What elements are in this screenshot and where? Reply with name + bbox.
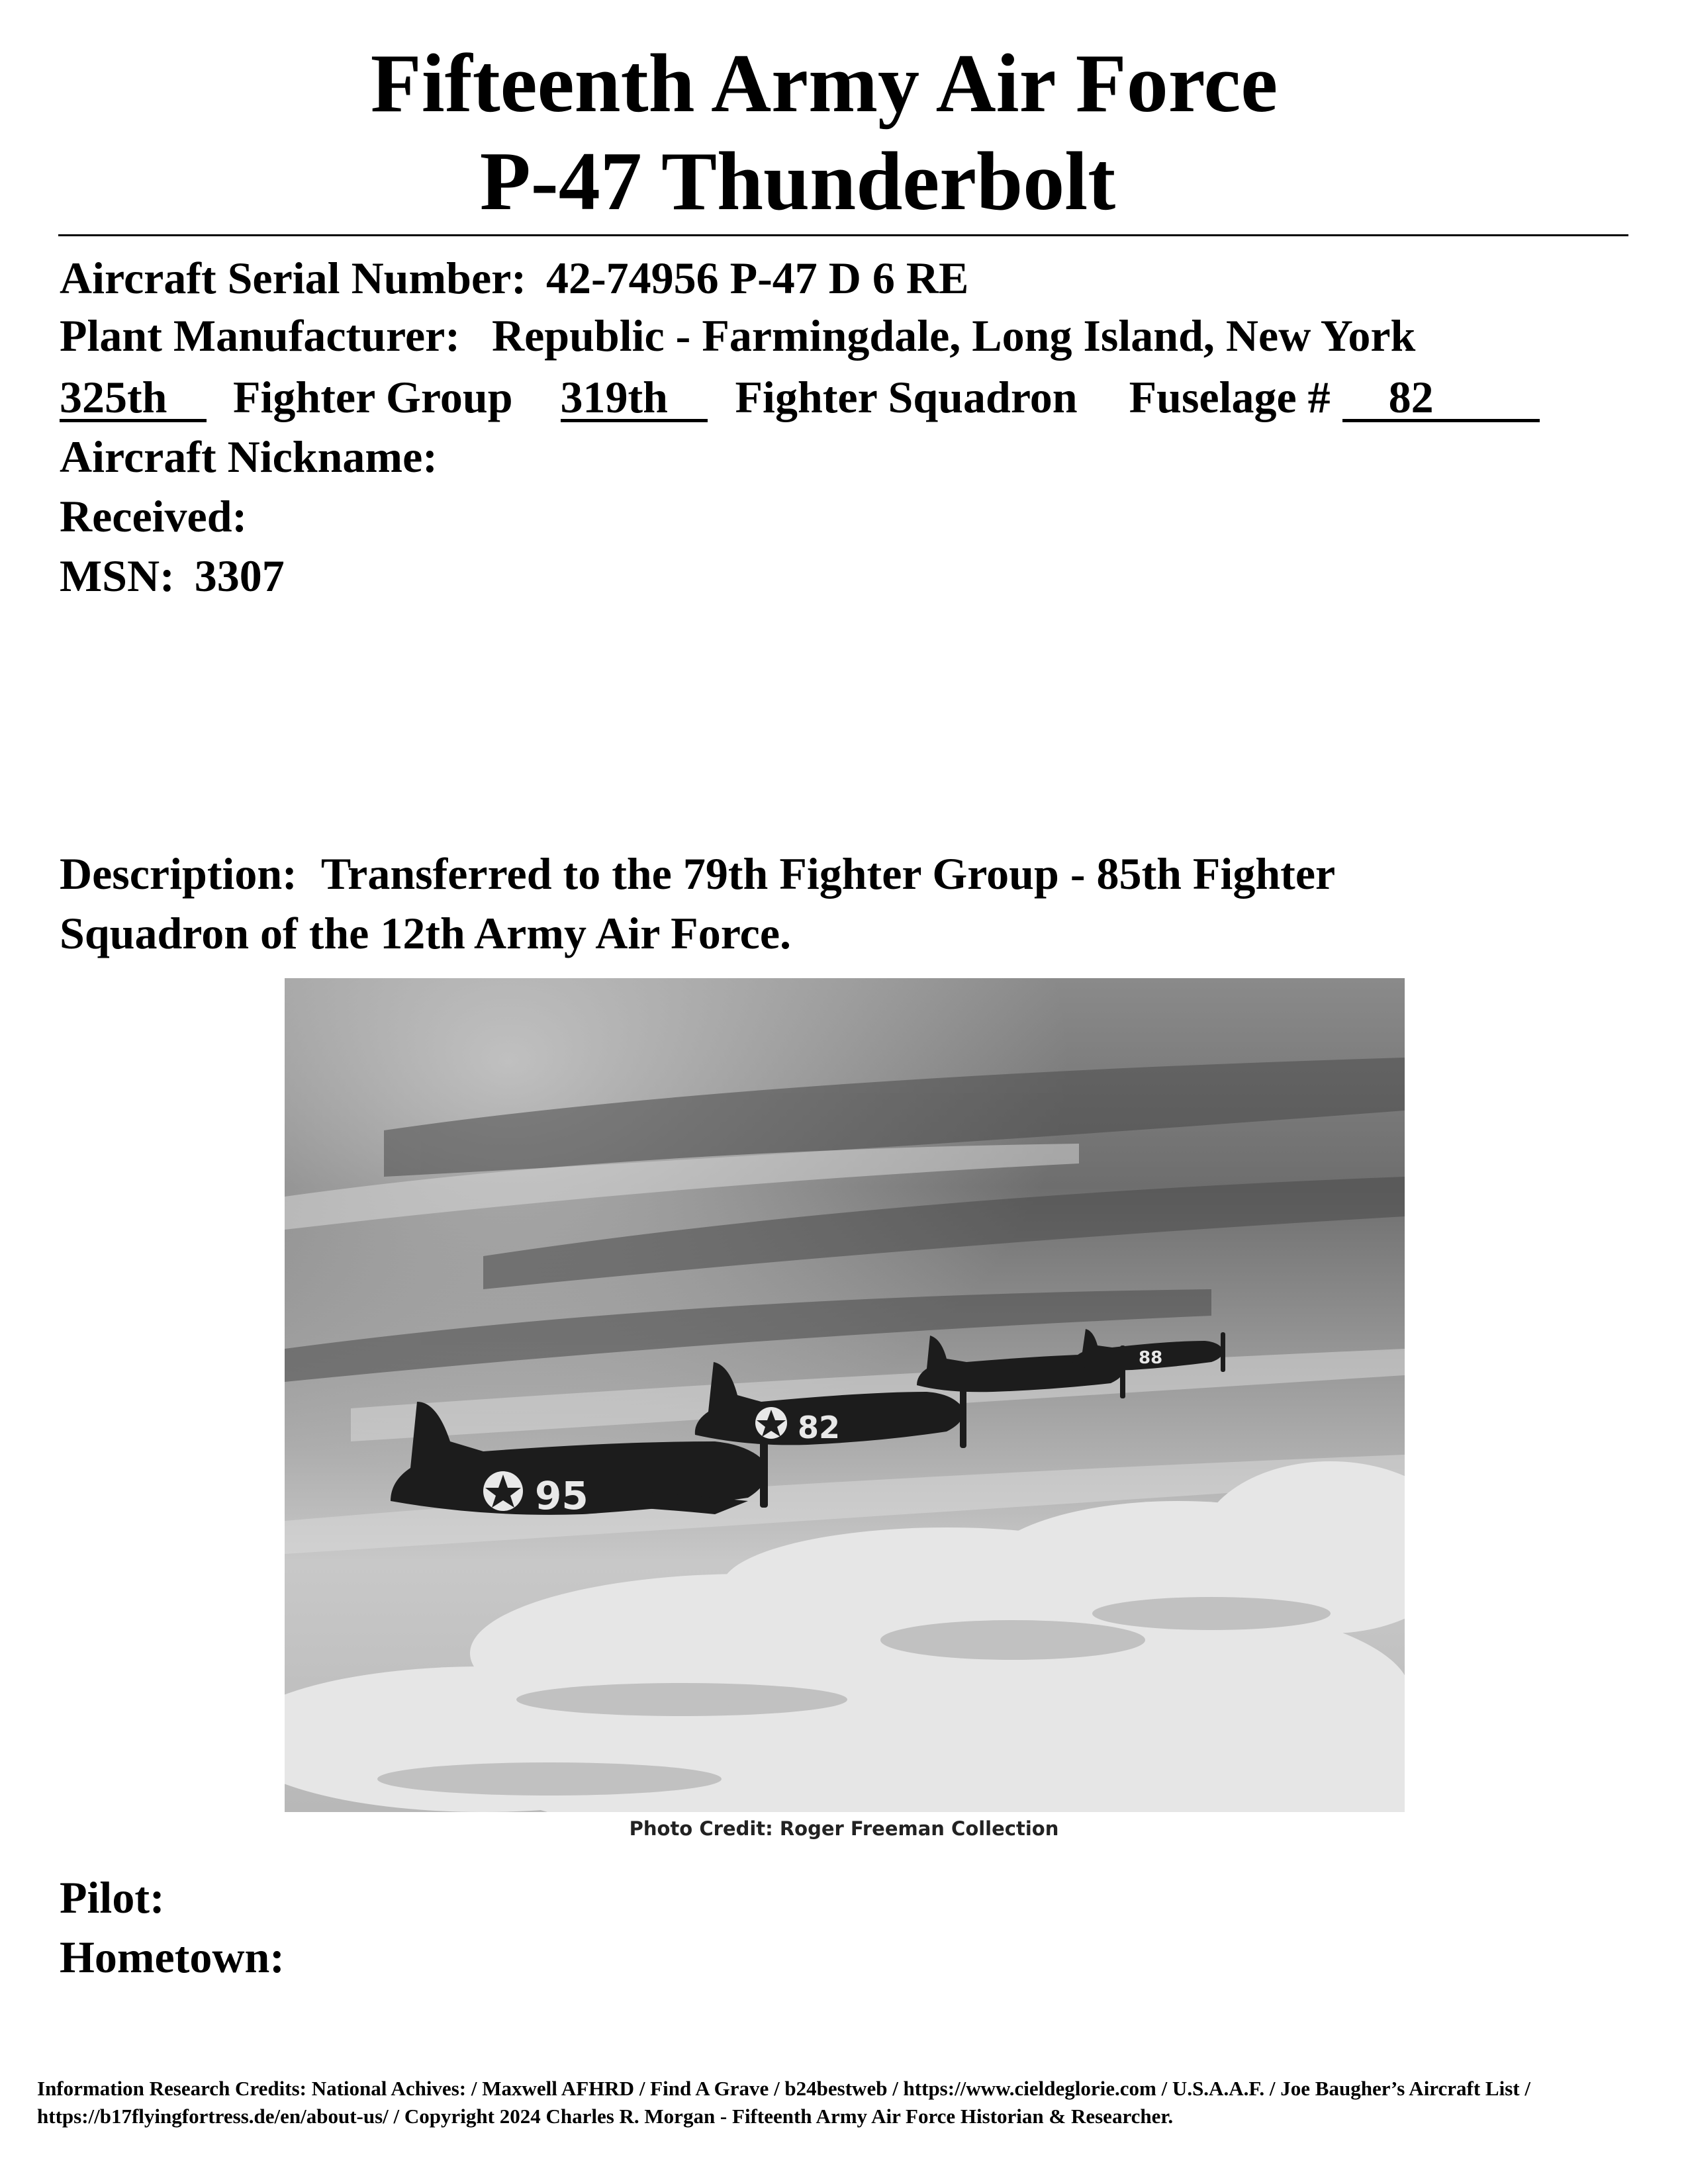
page-title: Fifteenth Army Air Force (370, 38, 1278, 130)
serial-value: 42-74956 P-47 D 6 RE (545, 253, 969, 303)
pilot-label: Pilot: (60, 1872, 165, 1923)
unit-row (60, 367, 1540, 427)
plant-row (60, 306, 1415, 365)
header-divider (58, 234, 1628, 236)
credits-line-2: https://b17flyingfortress.de/en/about-us/ / Copyright 2024 Charles R. Morgan - Fifteenth Army Air Force Historian & Researcher. (37, 2105, 1174, 2128)
description-line-1 (60, 844, 1335, 903)
plant-label: Plant Manufacturer: (60, 310, 460, 361)
plant-value: Republic - Farmingdale, Long Island, New York (491, 310, 1416, 361)
description-text-2: Squadron of the 12th Army Air Force. (60, 908, 792, 958)
fuselage-value-field (1342, 372, 1540, 422)
photo-credit: Photo Credit: Roger Freeman Collection (629, 1817, 1059, 1840)
msn-row (60, 546, 285, 606)
fuselage-label: Fuselage # (1129, 372, 1331, 422)
fuselage-value: 82 (1388, 372, 1434, 422)
serial-row (60, 248, 968, 308)
research-credits (37, 2075, 1665, 2130)
description-label: Description: (60, 848, 297, 899)
msn-value: 3307 (194, 551, 285, 601)
nickname-label: Aircraft Nickname: (60, 432, 438, 482)
received-label: Received: (60, 491, 248, 541)
aircraft-photo (285, 978, 1405, 1812)
aircraft-code-88: 88 (1139, 1348, 1163, 1368)
group-label: Fighter Group (233, 372, 513, 422)
hometown-label: Hometown: (60, 1932, 285, 1982)
page-subtitle: P-47 Thunderbolt (479, 136, 1116, 228)
serial-label: Aircraft Serial Number: (60, 253, 526, 303)
squadron-label: Fighter Squadron (735, 372, 1078, 422)
aircraft-code-82: 82 (798, 1410, 841, 1445)
aircraft-code-95: 95 (535, 1473, 588, 1518)
group-value: 325th (60, 375, 207, 422)
credits-line-1: Information Research Credits: National Achives: / Maxwell AFHRD / Find A Grave / b24bestweb / https://www.cieldeglorie.com / U.S.A.A.F. / Joe Baugher’s Aircraft List / (37, 2077, 1530, 2100)
msn-label: MSN: (60, 551, 175, 601)
squadron-value: 319th (561, 375, 708, 422)
description-text-1: Transferred to the 79th Fighter Group - 85th Fighter (320, 848, 1336, 899)
